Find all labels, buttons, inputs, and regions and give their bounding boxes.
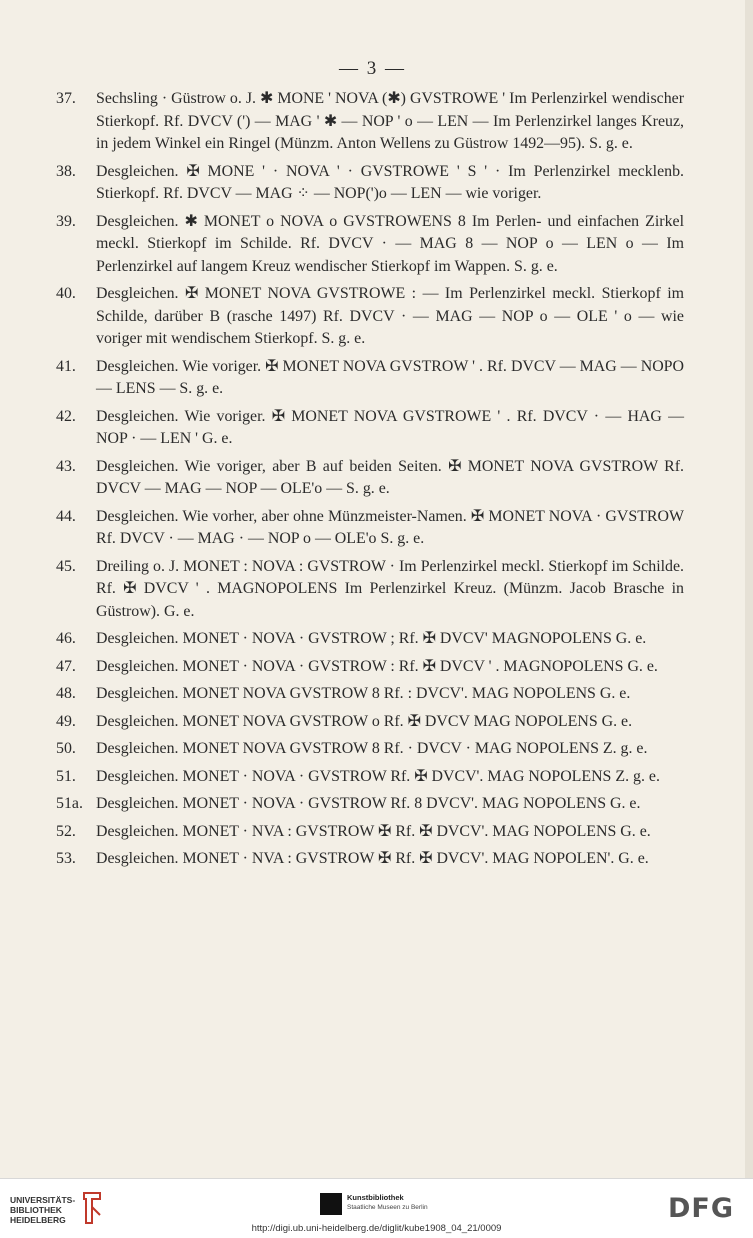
source-url[interactable]: http://digi.ub.uni-heidelberg.de/diglit/kube1908_04_21/0009 [251,1223,502,1234]
coin-entry [0,211,745,279]
entry-text: Desgleichen. Wie vorher, aber ohne Münzmeister-Namen. ✠ MONET NOVA · GVSTROW Rf. DVCV · — MAG · — NOP o — OLE'o S. g. e. [96,507,684,547]
entry-number: 49. [56,712,76,730]
entry-number: 40. [56,285,76,302]
library-logo-icon [80,1189,104,1227]
entry-text: Desgleichen. ✠ MONE ' · NOVA ' · GVSTROWE ' S ' · Im Perlenzirkel mecklenb. Stierkopf. Rf. DVCV — MAG ⁘ — NOP(')o — LEN — wie voriger. [96,162,684,202]
entry-number: 41. [56,357,76,375]
entry-number: 50. [56,740,76,757]
entry-text: Desgleichen. Wie voriger. ✠ MONET NOVA GVSTROWE ' . Rf. DVCV · — HAG — NOP · — LEN ' G. e. [96,407,684,447]
entry-number: 38. [56,162,76,180]
dfg-logo: DFG [668,1193,735,1224]
entry-text: Desgleichen. MONET NOVA GVSTROW 8 Rf. : DVCV'. MAG NOPOLENS G. e. [96,685,631,702]
entry-number: 53. [56,850,76,867]
entry-number: 52. [56,822,76,840]
entry-text: Desgleichen. MONET · NOVA · GVSTROW ; Rf. ✠ DVCV' MAGNOPOLENS G. e. [96,630,647,647]
coin-entry [0,556,745,624]
coin-entry [0,821,745,844]
coin-entry [0,456,745,501]
entry-number: 45. [56,557,76,575]
entry-text: Desgleichen. ✠ MONET NOVA GVSTROWE : — Im Perlenzirkel meckl. Stierkopf im Schilde, darüber B (rasche 1497) Rf. DVCV · — MAG — NOP o — OLE ' o — wie voriger mit wendischem Stierkopf. S. g. e. [96,285,684,347]
coin-entry [0,356,745,401]
coin-entry [0,506,745,551]
kunstbibliothek-logo-icon [320,1193,342,1215]
entry-number: 47. [56,657,76,675]
entry-number: 43. [56,457,76,475]
entry-text: Desgleichen. Wie voriger. ✠ MONET NOVA GVSTROW ' . Rf. DVCV — MAG — NOPO — LENS — S. g. e. [96,357,684,397]
coin-entry [0,683,745,706]
entry-number: 44. [56,507,76,525]
library-logo-text: UNIVERSITÄTS- BIBLIOTHEK HEIDELBERG [10,1195,76,1225]
entry-text: Desgleichen. MONET · NVA : GVSTROW ✠ Rf. ✠ DVCV'. MAG NOPOLENS G. e. [96,822,651,840]
entry-number: 37. [56,90,76,107]
entry-text: Desgleichen. MONET · NVA : GVSTROW ✠ Rf. ✠ DVCV'. MAG NOPOLEN'. G. e. [96,850,649,867]
entry-number: 51a. [56,795,83,812]
coin-entry [0,628,745,651]
page-number: — 3 — [339,58,406,79]
entry-number: 51. [56,767,76,785]
kunstbibliothek-subtitle: Staatliche Museen zu Berlin [347,1204,428,1211]
coin-entry [0,283,745,351]
entry-text: Sechsling · Güstrow o. J. ✱ MONE ' NOVA (✱) GVSTROWE ' Im Perlenzirkel wendischer Stierkopf. Rf. DVCV (') — MAG ' ✱ — NOP ' o — LEN — Im Perlenzirkel langes Kreuz, in jedem Winkel ein Ringel (Münzm. Anton Wellens zu Güstrow 1492—95). S. g. e. [96,90,684,152]
entry-text: Desgleichen. MONET NOVA GVSTROW o Rf. ✠ DVCV MAG NOPOLENS G. e. [96,712,633,730]
coin-entry [0,406,745,451]
coin-entry [0,738,745,761]
entry-text: Desgleichen. MONET · NOVA · GVSTROW : Rf. ✠ DVCV ' . MAGNOPOLENS G. e. [96,657,658,675]
coin-entry [0,793,745,816]
coin-entry-list [0,88,745,876]
kunstbibliothek-title: Kunstbibliothek [347,1193,404,1202]
coin-entry [0,88,745,156]
entry-number: 48. [56,685,76,702]
entry-number: 42. [56,407,76,425]
coin-entry [0,766,745,789]
entry-text: Desgleichen. ✱ MONET o NOVA o GVSTROWENS 8 Im Perlen- und einfachen Zirkel meckl. Stierkopf im Schilde. Rf. DVCV · — MAG 8 — NOP o — LEN o — Im Perlenzirkel auf langem Kreuz wendischer Stierkopf im Wappen. S. g. e. [96,212,684,275]
entry-number: 46. [56,630,76,647]
entry-text: Desgleichen. MONET · NOVA · GVSTROW Rf. ✠ DVCV'. MAG NOPOLENS Z. g. e. [96,767,660,785]
coin-entry [0,848,745,871]
coin-entry [0,711,745,734]
coin-entry [0,161,745,206]
footer-bar [0,1178,753,1238]
entry-text: Dreiling o. J. MONET : NOVA : GVSTROW · Im Perlenzirkel meckl. Stierkopf im Schilde. Rf. ✠ DVCV ' . MAGNOPOLENS Im Perlenzirkel Kreuz. (Münzm. Jacob Brasche in Güstrow). G. e. [96,557,684,620]
entry-text: Desgleichen. Wie voriger, aber B auf beiden Seiten. ✠ MONET NOVA GVSTROW Rf. DVCV — MAG — NOP — OLE'o — S. g. e. [96,457,684,497]
coin-entry [0,656,745,679]
entry-text: Desgleichen. MONET NOVA GVSTROW 8 Rf. · DVCV · MAG NOPOLENS Z. g. e. [96,740,648,757]
page-edge [745,0,753,1178]
entry-text: Desgleichen. MONET · NOVA · GVSTROW Rf. 8 DVCV'. MAG NOPOLENS G. e. [96,795,641,812]
entry-number: 39. [56,212,76,230]
